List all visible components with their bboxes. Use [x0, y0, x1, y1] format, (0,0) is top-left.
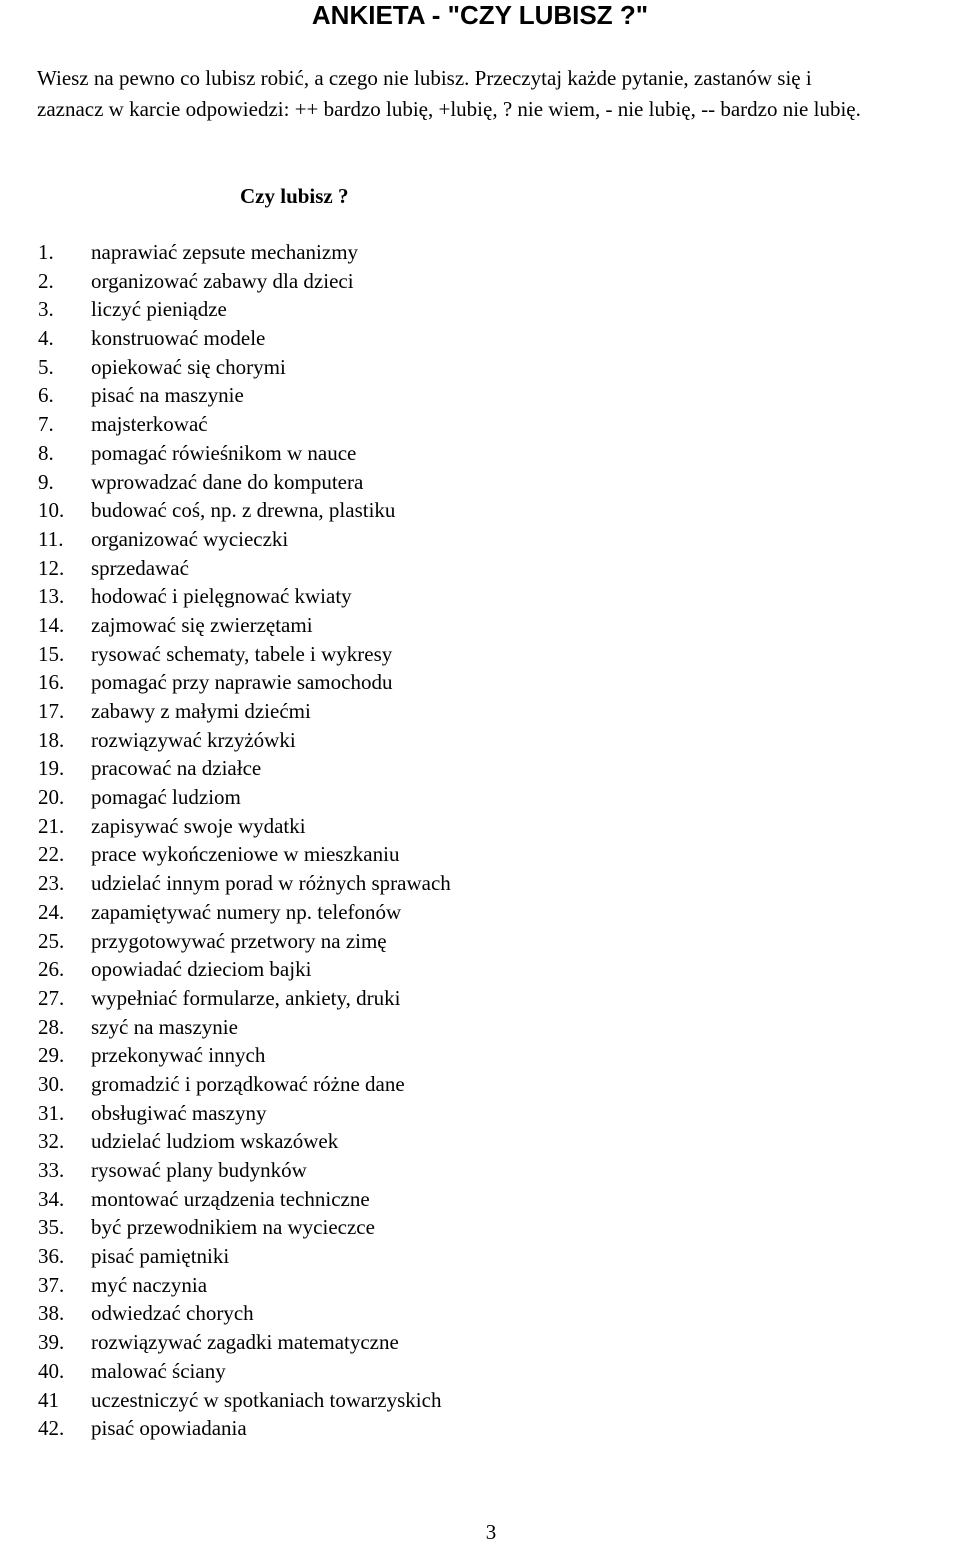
- item-number: 31.: [38, 1100, 65, 1125]
- item-number: 28.: [38, 1014, 65, 1039]
- item-text: udzielać innym porad w różnych sprawach: [91, 871, 451, 896]
- page-title: ANKIETA - "CZY LUBISZ ?": [311, 0, 649, 30]
- item-number: 24.: [38, 899, 65, 924]
- item-text: myć naczynia: [91, 1272, 208, 1297]
- item-text: wypełniać formularze, ankiety, druki: [91, 985, 401, 1010]
- item-text: przekonywać innych: [91, 1043, 266, 1068]
- item-text: zapamiętywać numery np. telefonów: [91, 899, 402, 924]
- item-text: zabawy z małymi dziećmi: [91, 699, 311, 723]
- item-number: 19.: [38, 756, 65, 781]
- item-number: 41: [38, 1387, 59, 1412]
- item-number: 40.: [38, 1358, 65, 1383]
- item-number: 15.: [38, 641, 65, 666]
- item-number: 14.: [38, 612, 65, 637]
- item-number: 9.: [38, 469, 54, 494]
- item-text: hodować i pielęgnować kwiaty: [91, 584, 352, 609]
- item-text: wprowadzać dane do komputera: [91, 469, 364, 494]
- item-text: przygotowywać przetwory na zimę: [91, 928, 387, 953]
- item-number: 21.: [38, 813, 65, 838]
- item-text: gromadzić i porządkować różne dane: [91, 1071, 405, 1096]
- item-number: 25.: [38, 928, 65, 953]
- item-number: 10.: [38, 498, 65, 523]
- item-text: naprawiać zepsute mechanizmy: [91, 240, 359, 264]
- item-text: rysować plany budynków: [91, 1158, 307, 1182]
- item-number: 16.: [38, 670, 65, 695]
- item-text: udzielać ludziom wskazówek: [91, 1129, 339, 1154]
- item-text: rozwiązywać krzyżówki: [91, 727, 296, 752]
- item-text: odwiedzać chorych: [91, 1301, 254, 1326]
- item-text: szyć na maszynie: [91, 1014, 238, 1039]
- intro-line-1: Wiesz na pewno co lubisz robić, a czego nie lubisz. Przeczytaj każde pytanie, zastanów się i: [37, 66, 812, 90]
- item-number: 35.: [38, 1215, 65, 1240]
- intro-line-2: zaznacz w karcie odpowiedzi: ++ bardzo lubię, +lubię, ? nie wiem, - nie lubię, -- bardzo nie lubię.: [37, 97, 861, 121]
- item-number: 4.: [38, 326, 54, 351]
- item-number: 1.: [38, 240, 54, 264]
- item-text: pracować na działce: [91, 756, 262, 781]
- item-number: 5.: [38, 354, 54, 379]
- item-text: malować ściany: [91, 1358, 226, 1383]
- item-text: konstruować modele: [91, 326, 266, 351]
- item-text: majsterkować: [91, 412, 208, 437]
- item-number: 13.: [38, 584, 65, 609]
- item-text: pisać na maszynie: [91, 383, 244, 408]
- item-text: pomagać ludziom: [91, 785, 241, 810]
- item-text: uczestniczyć w spotkaniach towarzyskich: [91, 1387, 442, 1412]
- item-number: 23.: [38, 871, 65, 896]
- item-number: 8.: [38, 440, 54, 465]
- item-text: prace wykończeniowe w mieszkaniu: [91, 842, 400, 867]
- item-text: pomagać przy naprawie samochodu: [91, 670, 393, 695]
- item-text: budować coś, np. z drewna, plastiku: [91, 498, 396, 523]
- item-number: 39.: [38, 1330, 65, 1355]
- item-number: 27.: [38, 985, 65, 1010]
- item-number: 2.: [38, 268, 54, 293]
- item-text: pisać pamiętniki: [91, 1244, 230, 1269]
- item-text: rysować schematy, tabele i wykresy: [91, 641, 393, 666]
- item-text: opiekować się chorymi: [91, 354, 286, 379]
- item-number: 17.: [38, 699, 65, 723]
- page-number: 3: [485, 1520, 497, 1544]
- item-text: sprzedawać: [91, 555, 189, 580]
- item-text: zajmować się zwierzętami: [91, 612, 313, 637]
- item-text: pomagać rówieśnikom w nauce: [91, 440, 357, 465]
- item-number: 29.: [38, 1043, 65, 1068]
- item-number: 30.: [38, 1071, 65, 1096]
- item-number: 37.: [38, 1272, 65, 1297]
- item-number: 32.: [38, 1129, 65, 1154]
- item-number: 42.: [38, 1416, 65, 1441]
- item-text: organizować wycieczki: [91, 526, 289, 551]
- item-text: być przewodnikiem na wycieczce: [91, 1215, 375, 1240]
- intro-paragraph: [37, 63, 952, 125]
- item-number: 34.: [38, 1186, 65, 1211]
- item-text: obsługiwać maszyny: [91, 1100, 267, 1125]
- item-number: 26.: [38, 957, 65, 982]
- item-number: 11.: [38, 526, 64, 551]
- item-number: 33.: [38, 1158, 65, 1182]
- item-number: 20.: [38, 785, 65, 810]
- item-text: pisać opowiadania: [91, 1416, 247, 1441]
- item-number: 6.: [38, 383, 54, 408]
- item-number: 38.: [38, 1301, 65, 1326]
- item-number: 7.: [38, 412, 54, 437]
- item-number: 18.: [38, 727, 65, 752]
- item-text: opowiadać dzieciom bajki: [91, 957, 312, 982]
- item-text: zapisywać swoje wydatki: [91, 813, 306, 838]
- item-text: liczyć pieniądze: [91, 297, 227, 322]
- section-heading: Czy lubisz ?: [240, 184, 349, 208]
- item-number: 22.: [38, 842, 65, 867]
- item-text: montować urządzenia techniczne: [91, 1186, 370, 1211]
- item-text: rozwiązywać zagadki matematyczne: [91, 1330, 399, 1355]
- item-number: 3.: [38, 297, 54, 322]
- item-text: organizować zabawy dla dzieci: [91, 268, 354, 293]
- item-number: 36.: [38, 1244, 65, 1269]
- item-number: 12.: [38, 555, 65, 580]
